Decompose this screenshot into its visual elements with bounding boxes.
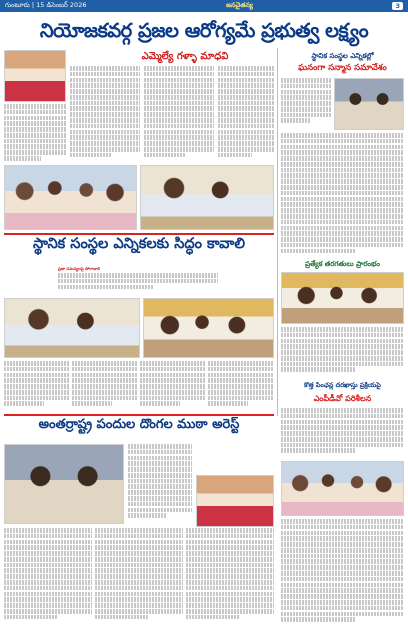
body-text-line: [208, 367, 274, 372]
body-text-line: [70, 141, 140, 146]
story6-col3: [186, 528, 274, 626]
body-text-line: [208, 396, 274, 401]
body-text-line: [140, 367, 206, 372]
body-text-line: [128, 490, 192, 495]
body-text-line: [281, 519, 404, 524]
body-text-line: [144, 78, 214, 83]
body-text-line: [281, 571, 404, 576]
story3-kicker: ప్రజా సమస్యలపై పోరాడాలి: [58, 266, 100, 271]
body-text-line: [218, 72, 274, 77]
body-text-line: [281, 162, 404, 167]
body-text-line: [140, 401, 180, 406]
story6-col-mid: [128, 444, 192, 524]
body-text-line: [281, 220, 404, 225]
story1-col2: [70, 66, 140, 162]
body-text-line: [281, 333, 404, 338]
body-text-line: [128, 456, 192, 461]
body-text-line: [4, 384, 70, 389]
body-text-line: [140, 396, 206, 401]
body-text-line: [58, 273, 218, 278]
body-text-line: [218, 124, 274, 129]
body-text-line: [4, 390, 70, 395]
body-text-line: [281, 356, 404, 361]
body-text-line: [186, 557, 274, 562]
body-text-line: [281, 168, 404, 173]
body-text-line: [281, 531, 404, 536]
body-text-line: [95, 551, 183, 556]
body-text-line: [140, 373, 206, 378]
body-text-line: [281, 243, 404, 248]
body-text-line: [144, 83, 214, 88]
body-text-line: [208, 361, 274, 366]
body-text-line: [186, 568, 274, 573]
body-text-line: [218, 147, 274, 152]
body-text-line: [144, 147, 214, 152]
body-text-line: [70, 106, 140, 111]
body-text-line: [4, 603, 92, 608]
story3-col2: [72, 361, 138, 411]
body-text-line: [4, 127, 66, 132]
body-text-line: [95, 568, 183, 573]
body-text-line: [281, 202, 404, 207]
body-text-line: [281, 367, 355, 372]
body-text-line: [144, 130, 214, 135]
body-text-line: [144, 72, 214, 77]
body-text-line: [144, 112, 214, 117]
story6-rule: [4, 414, 274, 416]
body-text-line: [281, 420, 404, 425]
body-text-line: [4, 144, 66, 149]
body-text-line: [58, 285, 154, 290]
body-text-line: [4, 534, 92, 539]
body-text-line: [144, 124, 214, 129]
story6-col1: [4, 528, 92, 626]
body-text-line: [4, 557, 92, 562]
body-text-line: [281, 214, 404, 219]
body-text-line: [186, 609, 274, 614]
body-text-line: [4, 150, 66, 155]
body-text-line: [281, 237, 404, 242]
body-text-line: [281, 339, 404, 344]
body-text-line: [281, 84, 331, 89]
body-text-line: [218, 112, 274, 117]
story3-kicker-lines: [58, 273, 218, 293]
body-text-line: [186, 545, 274, 550]
body-text-line: [70, 95, 140, 100]
story5-photo: [281, 461, 404, 516]
body-text-line: [281, 156, 404, 161]
body-text-line: [281, 617, 355, 622]
body-text-line: [95, 597, 183, 602]
body-text-line: [70, 124, 140, 129]
body-text-line: [4, 551, 92, 556]
body-text-line: [281, 606, 404, 611]
paper-name: జనచైతన్య: [226, 1, 253, 9]
story6-col2: [95, 528, 183, 626]
body-text-line: [4, 378, 70, 383]
body-text-line: [281, 431, 404, 436]
body-text-line: [58, 279, 218, 284]
body-text-line: [95, 534, 183, 539]
body-text-line: [281, 327, 404, 332]
body-text-line: [281, 95, 331, 100]
body-text-line: [144, 106, 214, 111]
body-text-line: [4, 586, 92, 591]
body-text-line: [144, 141, 214, 146]
body-text-line: [218, 118, 274, 123]
body-text-line: [95, 540, 183, 545]
story5-body: [281, 408, 404, 458]
story1-photo-left: [4, 165, 137, 230]
body-text-line: [281, 179, 404, 184]
body-text-line: [186, 586, 274, 591]
body-text-line: [218, 78, 274, 83]
body-text-line: [4, 121, 66, 126]
body-text-line: [70, 153, 112, 158]
body-text-line: [70, 112, 140, 117]
body-text-line: [218, 89, 274, 94]
body-text-line: [281, 173, 404, 178]
body-text-line: [186, 534, 274, 539]
body-text-line: [218, 83, 274, 88]
body-text-line: [140, 384, 206, 389]
issue-date: గుంటూరు | 15 డిసెంబర్ 2026: [5, 1, 87, 9]
body-text-line: [128, 473, 192, 478]
body-text-line: [95, 592, 183, 597]
story3-rule: [4, 233, 274, 235]
body-text-line: [128, 508, 192, 513]
body-text-line: [281, 344, 404, 349]
body-text-line: [281, 362, 404, 367]
body-text-line: [128, 484, 192, 489]
body-text-line: [4, 568, 92, 573]
story4-body: [281, 327, 404, 377]
body-text-line: [218, 153, 252, 158]
body-text-line: [144, 101, 214, 106]
body-text-line: [208, 390, 274, 395]
story4-photo: [281, 272, 404, 324]
body-text-line: [208, 401, 248, 406]
body-text-line: [140, 390, 206, 395]
body-text-line: [4, 592, 92, 597]
body-text-line: [281, 133, 404, 138]
body-text-line: [4, 133, 66, 138]
body-text-line: [208, 378, 274, 383]
body-text-line: [281, 185, 404, 190]
body-text-line: [70, 101, 140, 106]
body-text-line: [4, 580, 92, 585]
body-text-line: [72, 361, 138, 366]
body-text-line: [218, 135, 274, 140]
body-text-line: [208, 373, 274, 378]
page-number: 3: [392, 2, 403, 10]
body-text-line: [70, 78, 140, 83]
body-text-line: [128, 479, 192, 484]
story2-photo: [334, 78, 404, 130]
masthead-bar: [0, 0, 408, 12]
body-text-line: [4, 361, 70, 366]
body-text-line: [70, 118, 140, 123]
body-text-line: [281, 350, 404, 355]
body-text-line: [186, 540, 274, 545]
story3-headline: స్థానిక సంస్థల ఎన్నికలకు సిద్ధం కావాలి: [32, 236, 245, 252]
body-text-line: [281, 78, 331, 83]
story3-col1: [4, 361, 70, 411]
body-text-line: [281, 231, 404, 236]
story1-subhead: ఎమ్మెల్యే గళ్ళా మాధవి: [141, 51, 229, 62]
body-text-line: [281, 548, 404, 553]
body-text-line: [4, 528, 92, 533]
body-text-line: [95, 586, 183, 591]
body-text-line: [128, 496, 192, 501]
body-text-line: [140, 378, 206, 383]
body-text-line: [186, 551, 274, 556]
story2-headline: ఘనంగా సన్మాన సమావేశం: [298, 63, 387, 73]
body-text-line: [281, 90, 331, 95]
body-text-line: [186, 592, 274, 597]
body-text-line: [70, 66, 140, 71]
body-text-line: [95, 609, 183, 614]
story2-body: [281, 133, 404, 255]
story1-headline: నియోజకవర్గ ప్రజల ఆరోగ్యమే ప్రభుత్వ లక్ష్యం: [39, 19, 369, 42]
body-text-line: [95, 574, 183, 579]
body-text-line: [128, 502, 192, 507]
story3-photo-2: [143, 298, 274, 358]
body-text-line: [281, 577, 404, 582]
story6-photo-right: [196, 475, 274, 527]
body-text-line: [281, 542, 404, 547]
body-text-line: [72, 396, 138, 401]
story6-photo-left: [4, 444, 124, 524]
body-text-line: [281, 594, 404, 599]
body-text-line: [281, 414, 404, 419]
body-text-line: [281, 600, 404, 605]
body-text-line: [140, 361, 206, 366]
body-text-line: [72, 390, 138, 395]
body-text-line: [4, 104, 66, 109]
body-text-line: [72, 378, 138, 383]
body-text-line: [186, 603, 274, 608]
body-text-line: [281, 118, 311, 123]
body-text-line: [281, 101, 331, 106]
body-text-line: [4, 597, 92, 602]
body-text-line: [144, 135, 214, 140]
body-text-line: [281, 565, 404, 570]
body-text-line: [4, 156, 41, 161]
story6-headline: అంతర్రాష్ట్ర పందుల దొంగల ముఠా అరెస్ట్: [38, 417, 240, 432]
body-text-line: [95, 615, 148, 620]
body-text-line: [281, 226, 404, 231]
body-text-line: [4, 545, 92, 550]
story1-col1: [4, 104, 66, 162]
story5-body-2: [281, 519, 404, 626]
body-text-line: [4, 574, 92, 579]
body-text-line: [186, 615, 239, 620]
story3-photo-1: [4, 298, 140, 358]
body-text-line: [128, 461, 192, 466]
body-text-line: [95, 528, 183, 533]
body-text-line: [95, 563, 183, 568]
body-text-line: [4, 540, 92, 545]
body-text-line: [4, 609, 92, 614]
body-text-line: [4, 116, 66, 121]
body-text-line: [72, 384, 138, 389]
body-text-line: [281, 139, 404, 144]
body-text-line: [186, 528, 274, 533]
body-text-line: [128, 513, 166, 518]
body-text-line: [144, 153, 186, 158]
body-text-line: [281, 443, 404, 448]
body-text-line: [128, 444, 192, 449]
body-text-line: [72, 401, 112, 406]
story5-headline: కొత్త పింఛన్ల దరఖాస్తు ప్రక్రియపై: [304, 381, 381, 389]
body-text-line: [95, 580, 183, 585]
body-text-line: [4, 615, 57, 620]
body-text-line: [144, 66, 214, 71]
body-text-line: [281, 588, 404, 593]
body-text-line: [144, 118, 214, 123]
body-text-line: [281, 425, 404, 430]
body-text-line: [70, 83, 140, 88]
body-text-line: [186, 580, 274, 585]
story1-photo-right: [140, 165, 274, 230]
body-text-line: [4, 401, 44, 406]
body-text-line: [95, 557, 183, 562]
body-text-line: [281, 437, 404, 442]
body-text-line: [186, 563, 274, 568]
body-text-line: [186, 574, 274, 579]
body-text-line: [4, 110, 66, 115]
body-text-line: [70, 72, 140, 77]
body-text-line: [281, 107, 331, 112]
body-text-line: [218, 130, 274, 135]
body-text-line: [281, 583, 404, 588]
body-text-line: [70, 135, 140, 140]
body-text-line: [281, 554, 404, 559]
body-text-line: [218, 101, 274, 106]
body-text-line: [281, 559, 404, 564]
body-text-line: [4, 373, 70, 378]
body-text-line: [95, 603, 183, 608]
body-text-line: [281, 249, 355, 254]
body-text-line: [281, 525, 404, 530]
body-text-line: [218, 95, 274, 100]
story3-col4: [208, 361, 274, 411]
story2-tag: స్థానిక సంస్థల ఎన్నికల్లో: [281, 50, 404, 62]
body-text-line: [186, 597, 274, 602]
body-text-line: [208, 384, 274, 389]
body-text-line: [218, 141, 274, 146]
body-text-line: [281, 145, 404, 150]
body-text-line: [281, 113, 331, 118]
body-text-line: [281, 150, 404, 155]
body-text-line: [70, 130, 140, 135]
story1-col3: [144, 66, 214, 162]
body-text-line: [95, 545, 183, 550]
body-text-line: [128, 450, 192, 455]
body-text-line: [281, 536, 404, 541]
body-text-line: [70, 147, 140, 152]
body-text-line: [4, 367, 70, 372]
body-text-line: [218, 106, 274, 111]
story1-portrait-photo: [4, 50, 66, 102]
body-text-line: [4, 563, 92, 568]
body-text-line: [144, 95, 214, 100]
story3-col3: [140, 361, 206, 411]
body-text-line: [4, 139, 66, 144]
story5-subhead: ఎంపీడీవో పరిశీలన: [313, 394, 372, 403]
body-text-line: [218, 66, 274, 71]
body-text-line: [72, 373, 138, 378]
column-divider: [277, 48, 278, 416]
body-text-line: [128, 467, 192, 472]
body-text-line: [281, 448, 355, 453]
body-text-line: [4, 396, 70, 401]
story1-col4: [218, 66, 274, 162]
body-text-line: [281, 197, 404, 202]
body-text-line: [72, 367, 138, 372]
story4-headline: ప్రత్యేక తరగతులు ప్రారంభం: [281, 258, 404, 270]
body-text-line: [70, 89, 140, 94]
body-text-line: [281, 208, 404, 213]
story2-col1: [281, 78, 331, 128]
body-text-line: [281, 191, 404, 196]
body-text-line: [281, 408, 404, 413]
body-text-line: [281, 612, 404, 617]
body-text-line: [144, 89, 214, 94]
